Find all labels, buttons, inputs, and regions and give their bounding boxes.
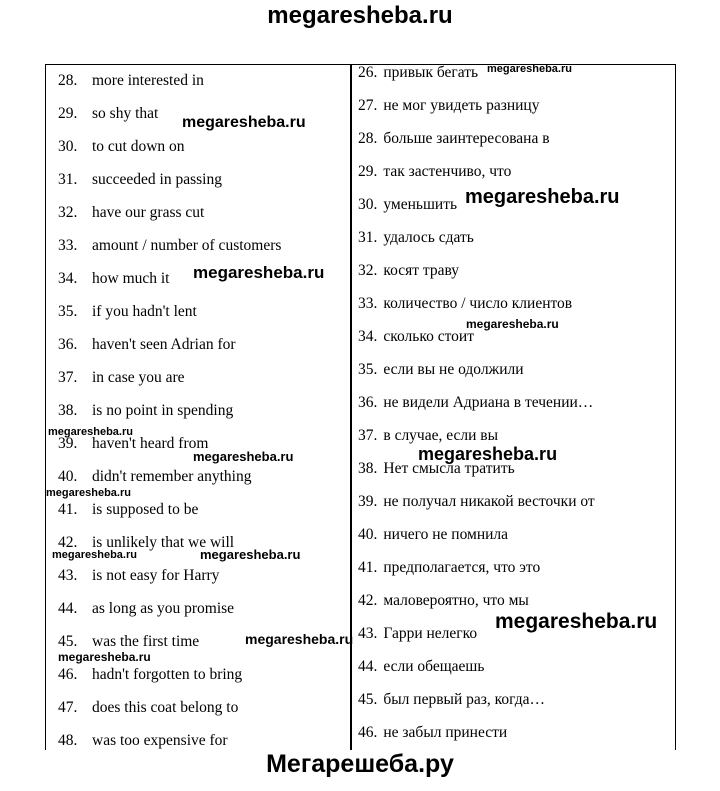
- row-number: 33.: [58, 236, 78, 254]
- row-number: 30.: [58, 137, 78, 155]
- table-row: [46, 559, 346, 592]
- row-number: 28.: [358, 129, 378, 147]
- row-number: 39.: [58, 434, 78, 452]
- row-text: Гарри нелегко: [383, 624, 478, 642]
- row-text: more interested in: [92, 71, 204, 89]
- row-text: is not easy for Harry: [92, 566, 220, 584]
- row-text: не получал никакой весточки от: [383, 492, 595, 510]
- row-text: is supposed to be: [92, 500, 199, 518]
- row-number: 40.: [58, 467, 78, 485]
- row-number: 30.: [358, 195, 378, 213]
- table-row: [352, 155, 672, 188]
- watermark: megaresheba.ru: [466, 317, 559, 331]
- row-number: 32.: [358, 261, 378, 279]
- table-row: [352, 89, 672, 122]
- row-number: 44.: [358, 657, 378, 675]
- row-text: is no point in spending: [92, 401, 234, 419]
- row-text: haven't seen Adrian for: [92, 335, 236, 353]
- row-text: haven't heard from: [92, 434, 209, 452]
- row-text: didn't remember anything: [92, 467, 252, 485]
- table-row: [352, 518, 672, 551]
- row-text: удалось сдать: [383, 228, 474, 246]
- row-number: 40.: [358, 525, 378, 543]
- row-number: 35.: [58, 302, 78, 320]
- watermark: megaresheba.ru: [465, 186, 620, 208]
- row-text: hadn't forgotten to bring: [92, 665, 243, 683]
- watermark: megaresheba.ru: [193, 263, 325, 282]
- row-number: 42.: [58, 533, 78, 551]
- row-number: 46.: [58, 665, 78, 683]
- row-number: 38.: [358, 459, 378, 477]
- row-text: was too expensive for: [92, 731, 228, 749]
- row-text: succeeded in passing: [92, 170, 222, 188]
- row-text: уменьшить: [383, 195, 458, 213]
- row-number: 28.: [58, 71, 78, 89]
- table-row: [352, 221, 672, 254]
- row-text: больше заинтересована в: [383, 129, 550, 147]
- table-row: [352, 122, 672, 155]
- row-text: in case you are: [92, 368, 185, 386]
- row-text: is unlikely that we will: [92, 533, 235, 551]
- watermark: megaresheba.ru: [58, 650, 151, 664]
- table-row: [352, 254, 672, 287]
- row-text: если вы не одолжили: [383, 360, 524, 378]
- row-number: 31.: [358, 228, 378, 246]
- row-text: as long as you promise: [92, 599, 235, 617]
- row-number: 42.: [358, 591, 378, 609]
- row-number: 29.: [58, 104, 78, 122]
- row-text: to cut down on: [92, 137, 185, 155]
- table-row: [46, 64, 346, 97]
- row-text: how much it: [92, 269, 170, 287]
- row-text: have our grass cut: [92, 203, 205, 221]
- row-text: сколько стоит: [383, 327, 474, 345]
- row-number: 47.: [58, 698, 78, 716]
- watermark: megaresheba.ru: [418, 444, 558, 464]
- right-column-russian: [352, 56, 672, 749]
- row-number: 44.: [58, 599, 78, 617]
- row-text: маловероятно, что мы: [383, 591, 529, 609]
- watermark: megaresheba.ru: [46, 487, 131, 499]
- row-text: so shy that: [92, 104, 159, 122]
- row-text: в случае, если вы: [383, 426, 499, 444]
- row-text: количество / число клиентов: [383, 294, 573, 312]
- row-number: 39.: [358, 492, 378, 510]
- row-number: 37.: [358, 426, 378, 444]
- table-row: [352, 716, 672, 749]
- table-row: [352, 353, 672, 386]
- row-number: 26.: [358, 63, 378, 81]
- row-text: привык бегать: [383, 63, 479, 81]
- table-row: [46, 691, 346, 724]
- table-row: [46, 130, 346, 163]
- row-number: 46.: [358, 723, 378, 741]
- row-number: 36.: [358, 393, 378, 411]
- row-text: amount / number of customers: [92, 236, 282, 254]
- row-text: если обещаешь: [383, 657, 485, 675]
- row-number: 29.: [358, 162, 378, 180]
- row-number: 43.: [358, 624, 378, 642]
- row-text: ничего не помнила: [383, 525, 509, 543]
- watermark: megaresheba.ru: [193, 449, 294, 464]
- row-number: 31.: [58, 170, 78, 188]
- table-row: [46, 592, 346, 625]
- table-row: [46, 394, 346, 427]
- watermark: megaresheba.ru: [245, 631, 354, 647]
- table-row: [352, 386, 672, 419]
- row-number: 34.: [358, 327, 378, 345]
- page-footer-title: Мегарешеба.ру: [266, 750, 454, 778]
- row-text: не видели Адриана в течении…: [383, 393, 594, 411]
- watermark: megaresheba.ru: [52, 549, 137, 561]
- table-row: [46, 229, 346, 262]
- row-text: does this coat belong to: [92, 698, 239, 716]
- row-number: 33.: [358, 294, 378, 312]
- row-number: 37.: [58, 368, 78, 386]
- row-text: так застенчиво, что: [383, 162, 512, 180]
- table-row: [352, 650, 672, 683]
- watermark: megaresheba.ru: [48, 426, 133, 438]
- row-text: Нет смысла тратить: [383, 459, 515, 477]
- row-number: 45.: [58, 632, 78, 650]
- row-number: 32.: [58, 203, 78, 221]
- row-text: if you hadn't lent: [92, 302, 197, 320]
- table-row: [352, 287, 672, 320]
- watermark: megaresheba.ru: [200, 547, 301, 562]
- table-row: [46, 295, 346, 328]
- table-row: [352, 485, 672, 518]
- page-header-title: megaresheba.ru: [267, 2, 453, 29]
- row-number: 27.: [358, 96, 378, 114]
- table-row: [46, 328, 346, 361]
- row-text: не забыл принести: [383, 723, 508, 741]
- row-text: was the first time: [92, 632, 200, 650]
- table-row: [46, 361, 346, 394]
- watermark: megaresheba.ru: [495, 610, 658, 633]
- row-number: 35.: [358, 360, 378, 378]
- row-number: 43.: [58, 566, 78, 584]
- row-number: 41.: [58, 500, 78, 518]
- row-text: был первый раз, когда…: [383, 690, 545, 708]
- row-text: не мог увидеть разницу: [383, 96, 540, 114]
- row-number: 45.: [358, 690, 378, 708]
- table-row: [46, 196, 346, 229]
- watermark: megaresheba.ru: [182, 114, 306, 131]
- row-number: 41.: [358, 558, 378, 576]
- row-number: 48.: [58, 731, 78, 749]
- row-number: 34.: [58, 269, 78, 287]
- table-row: [46, 163, 346, 196]
- table-row: [352, 551, 672, 584]
- row-number: 38.: [58, 401, 78, 419]
- row-number: 36.: [58, 335, 78, 353]
- watermark: megaresheba.ru: [487, 63, 572, 75]
- row-text: косят траву: [383, 261, 460, 279]
- table-row: [352, 683, 672, 716]
- row-text: предполагается, что это: [383, 558, 541, 576]
